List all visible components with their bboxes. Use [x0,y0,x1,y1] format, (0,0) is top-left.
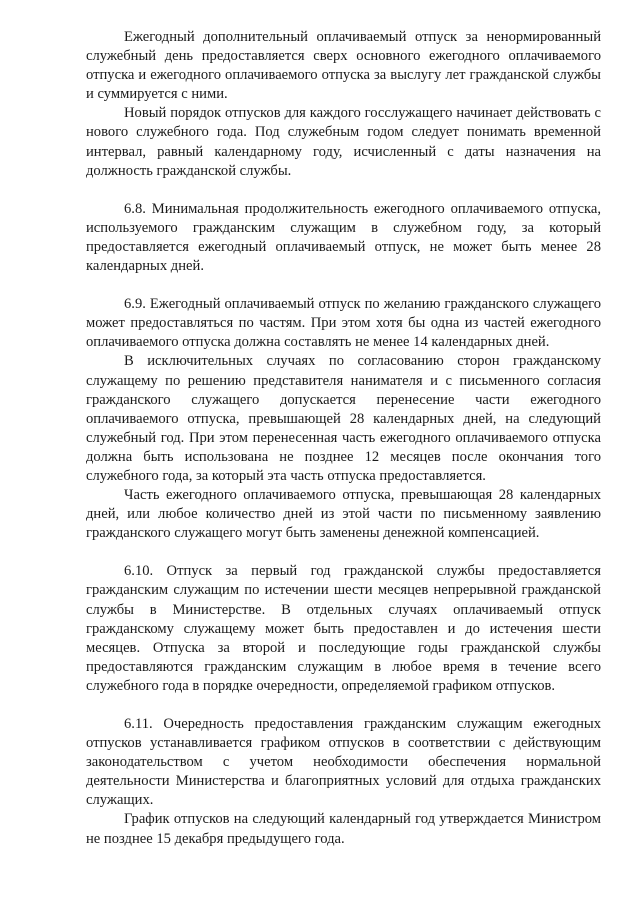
paragraph: Ежегодный дополнительный оплачиваемый отпуск за ненормированный служебный день предоставляется сверх основного ежегодного оплачиваемого отпуска и ежегодного оплачиваемого отпуска за выслугу лет гражданской службы и суммируется с ними. [86,29,601,103]
paragraph: 6.8. Минимальная продолжительность ежегодного оплачиваемого отпуска, используемого гражданским служащим в служебном году, за который предоставляется ежегодный оплачиваемый отпуск, не может быть менее 28 календарных дней. [86,200,601,275]
paragraph: Часть ежегодного оплачиваемого отпуска, превышающая 28 календарных дней, или любое количество дней из этой части по письменному заявлению гражданского служащего могут быть заменены денежной компенсацией. [86,487,601,542]
paragraph: 6.11. Очередность предоставления гражданским служащим ежегодных отпусков устанавливается графиком отпусков в соответствии с действующим законодательством с учетом необходимости обеспечения нормальной деятельности Министерства и благоприятных условий для отдыха гражданских служащих. [86,716,601,809]
paragraph: 6.9. Ежегодный оплачиваемый отпуск по желанию гражданского служащего может предоставляться по частям. При этом хотя бы одна из частей ежегодного оплачиваемого отпуска должна составлять не менее 14 календарных дней. [86,296,601,351]
paragraph: В исключительных случаях по согласованию сторон гражданскому служащему по решению представителя нанимателя и с письменного согласия гражданского служащего допускается перенесение части ежегодного оплачиваемого отпуска, превышающей 28 календарных дней, на следующий служебный год. При этом перенесенная часть ежегодного оплачиваемого отпуска должна быть использована не позднее 12 месяцев после окончания того служебного года, за который эта часть отпуска предоставляется. [86,353,601,484]
paragraph: 6.10. Отпуск за первый год гражданской службы предоставляется гражданским служащим по истечении шести месяцев непрерывной гражданской службы в Министерстве. В отдельных случаях оплачиваемый отпуск гражданскому служащему может быть предоставлен и до истечения шести месяцев. Отпуска за второй и последующие годы гражданской службы предоставляются гражданским служащим в любое время в течение всего служебного года в порядке очередности, определяемой графиком отпусков. [86,563,601,694]
paragraph: График отпусков на следующий календарный год утверждается Министром не позднее 15 декабря предыдущего года. [86,811,601,847]
paragraph: Новый порядок отпусков для каждого госслужащего начинает действовать с нового служебного года. Под служебным годом следует понимать временной интервал, равный календарному году, исчисленный с даты назначения на должность гражданской службы. [86,105,601,179]
section-additional-leave [86,28,601,181]
section-6-10 [86,562,601,696]
section-6-11 [86,715,601,849]
section-6-8 [86,200,601,276]
section-6-9 [86,295,601,543]
